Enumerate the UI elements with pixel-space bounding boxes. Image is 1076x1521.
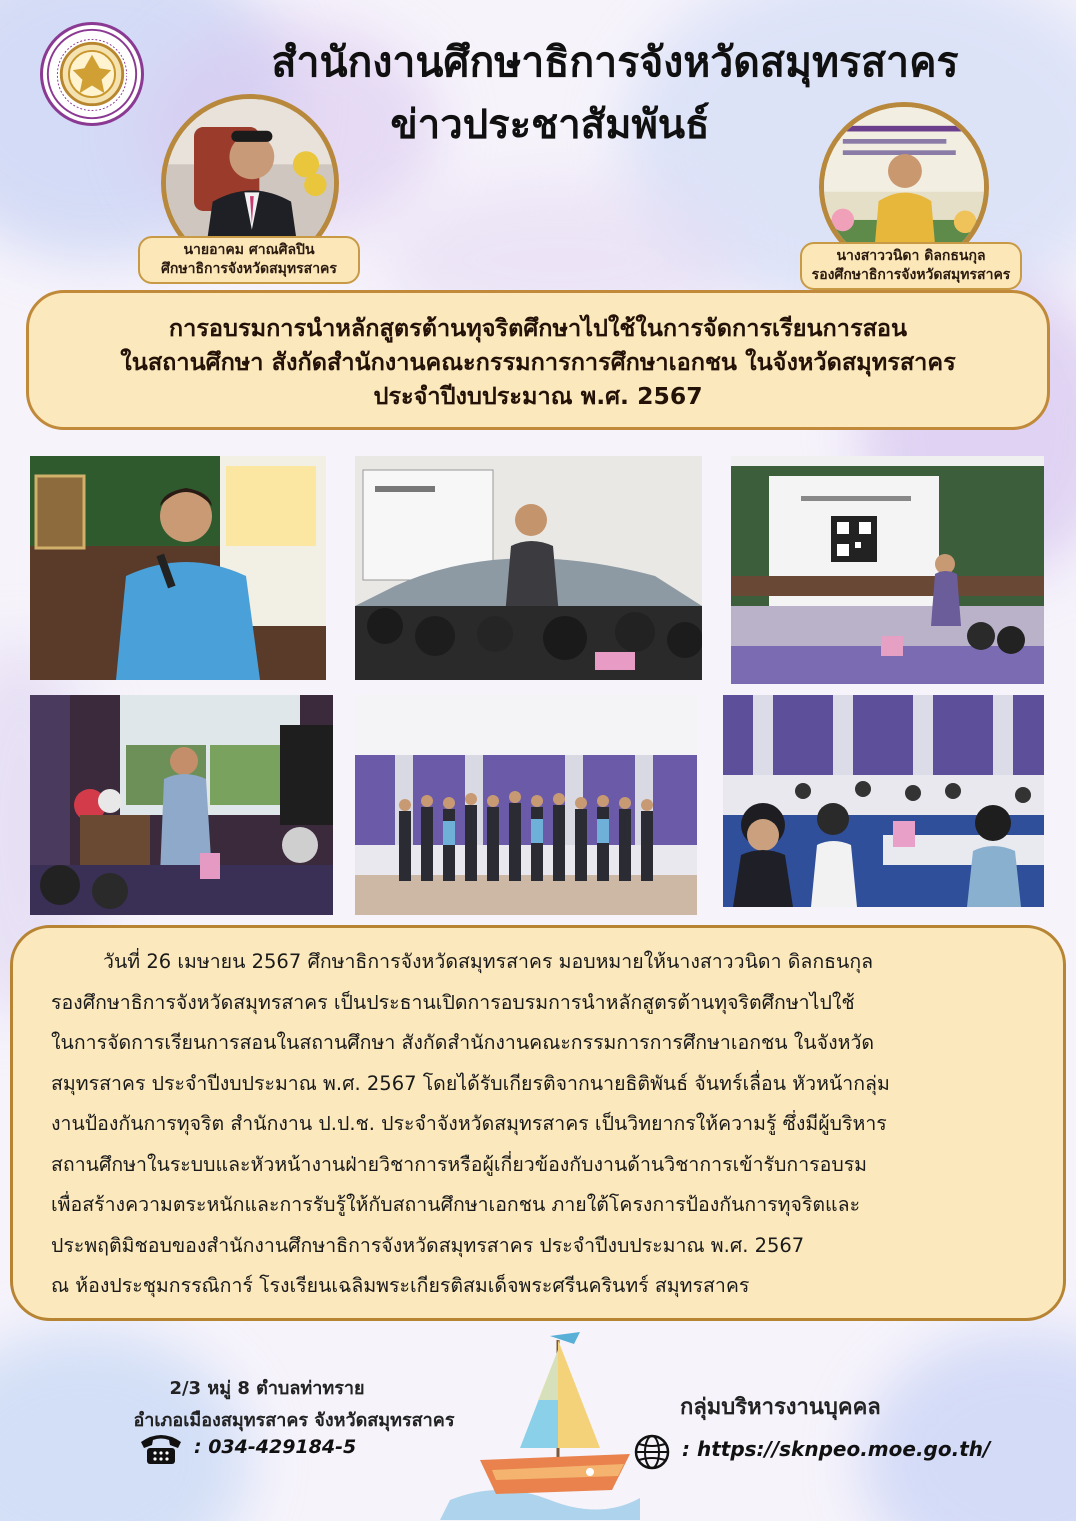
body-line-7: เพื่อสร้างความตระหนักและการรับรู้ให้กับสถานศึกษาเอกชน ภายใต้โครงการป้องกันการทุจริตและ [51,1193,861,1216]
deputy-position: รองศึกษาธิการจังหวัดสมุทรสาคร [811,267,1011,283]
globe-icon [632,1432,672,1472]
news-body-box [10,925,1066,1321]
deputy-caption [800,242,1022,290]
event-photo-participants [723,695,1044,907]
body-line-6: สถานศึกษาในระบบและหัวหน้างานฝ่ายวิชาการหรือผู้เกี่ยวข้องกับงานด้านวิชาการเข้ารับการอบรม [51,1152,868,1176]
body-line-5: งานป้องกันการทุจริต สำนักงาน ป.ป.ช. ประจำจังหวัดสมุทรสาคร เป็นวิทยากรให้ความรู้ ซึ่งมีผู้บริหาร [51,1112,887,1135]
phone-number: : 034-429184-5 [194,1436,357,1458]
event-photo-speaker-projector [355,456,702,680]
sailboat-illustration [440,1330,640,1520]
headline-line-2: ในสถานศึกษา สังกัดสำนักงานคณะกรรมการการศึกษาเอกชน ในจังหวัดสมุทรสาคร [120,348,956,376]
body-line-1: วันที่ 26 เมษายน 2567 ศึกษาธิการจังหวัดสมุทรสาคร มอบหมายให้นางสาววนิดา ดิลกธนกุล [103,950,874,973]
body-line-4: สมุทรสาคร ประจำปีงบประมาณ พ.ศ. 2567 โดยได้รับเกียรติจากนายธิติพันธ์ จันทร์เลื่อน หัวหน้ากลุ่ม [51,1071,890,1095]
department-name: กลุ่มบริหารงานบุคคล [680,1395,881,1420]
director-caption [138,236,360,284]
news-headline-box [26,290,1050,430]
body-line-8: ประพฤติมิชอบของสำนักงานศึกษาธิการจังหวัดสมุทรสาคร ประจำปีงบประมาณ พ.ศ. 2567 [51,1233,805,1257]
event-photo-speaker-blue [30,456,326,680]
address-line-2: อำเภอเมืองสมุทรสาคร จังหวัดสมุทรสาคร [133,1410,455,1431]
address-line-1: 2/3 หมู่ 8 ตำบลท่าทราย [169,1378,365,1399]
office-emblem-logo [40,22,144,126]
body-line-2: รองศึกษาธิการจังหวัดสมุทรสาคร เป็นประธานเปิดการอบรมการนำหลักสูตรต้านทุจริตศึกษาไปใช้ [51,990,855,1014]
event-photo-speaker-window [30,695,333,915]
body-line-3: ในการจัดการเรียนการสอนในสถานศึกษา สังกัดสำนักงานคณะกรรมการการศึกษาเอกชน ในจังหวัด [51,1031,875,1054]
headline-line-1: การอบรมการนำหลักสูตรต้านทุจริตศึกษาไปใช้ในการจัดการเรียนการสอน [168,314,908,342]
deputy-name: นางสาววนิดา ดิลกธนกุล [836,248,986,264]
telephone-icon [138,1430,184,1466]
event-photo-group [355,695,697,915]
headline-line-3: ประจำปีงบประมาณ พ.ศ. 2567 [373,382,703,410]
office-title: สำนักงานศึกษาธิการจังหวัดสมุทรสาคร [271,38,959,86]
body-line-9: ณ ห้องประชุมกรรณิการ์ โรงเรียนเฉลิมพระเกียรติสมเด็จพระศรีนครินทร์ สมุทรสาคร [51,1274,750,1297]
website-link[interactable]: : https://sknpeo.moe.go.th/ [682,1437,991,1461]
director-name: นายอาคม ศาณศิลปิน [183,242,315,258]
director-position: ศึกษาธิการจังหวัดสมุทรสาคร [161,261,337,277]
page-subtitle: ข่าวประชาสัมพันธ์ [390,102,710,148]
event-photo-qr-screen [731,456,1044,684]
